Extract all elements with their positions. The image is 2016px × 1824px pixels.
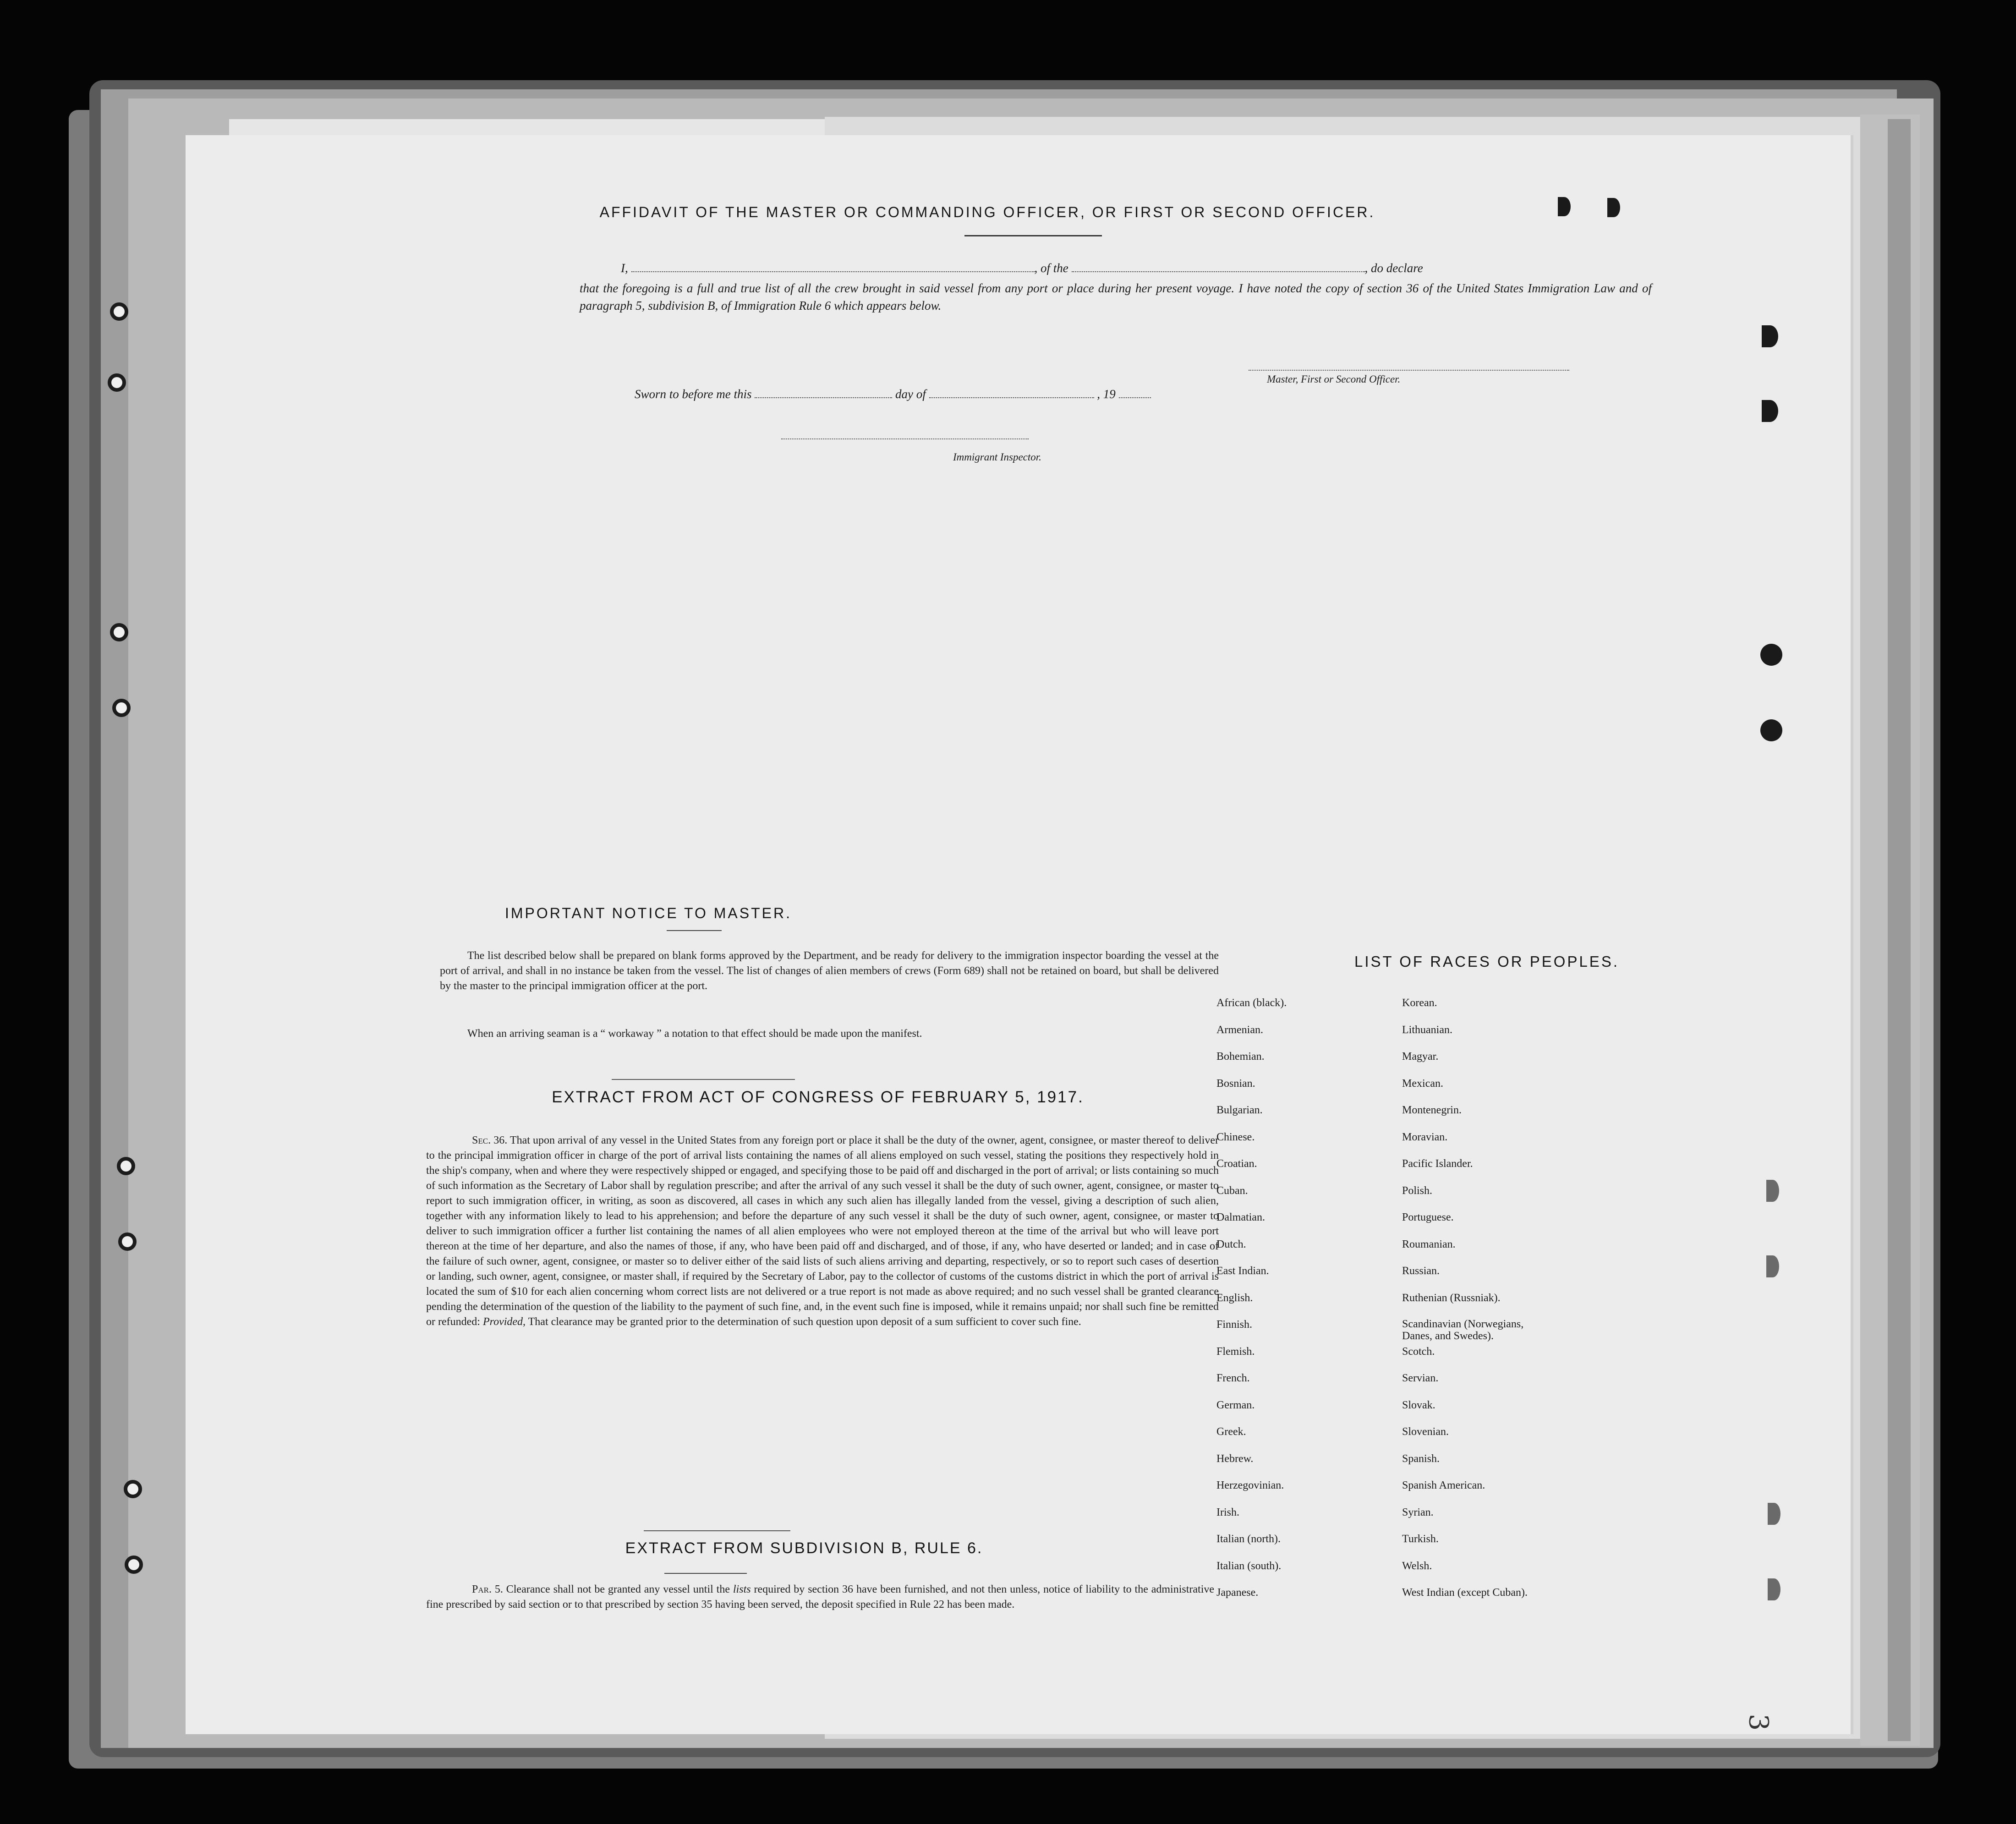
sworn-line [635, 387, 1151, 401]
punch-hole [124, 1480, 142, 1498]
extract-rule-body [426, 1582, 1214, 1612]
par-5-label: Par. 5. [472, 1583, 503, 1595]
punch-hole [108, 373, 126, 392]
race-item: Herzegovinian. [1216, 1479, 1284, 1491]
race-item: Slovak. [1402, 1399, 1435, 1411]
master-signature-label: Master, First or Second Officer. [1267, 373, 1401, 385]
punch-hole [117, 1157, 135, 1175]
sworn-day-of: day of [895, 387, 926, 401]
race-item: East Indian. [1216, 1265, 1269, 1277]
notice-paragraph-2: When an arriving seaman is a “ workaway ” a notation to that effect should be made upon the manifest. [467, 1028, 922, 1040]
race-item: Russian. [1402, 1265, 1440, 1277]
handwritten-page-mark: 3 [1743, 1714, 1775, 1731]
race-item: Spanish American. [1402, 1479, 1485, 1491]
race-item: Magyar. [1402, 1051, 1439, 1063]
race-item: Italian (north). [1216, 1533, 1281, 1545]
punch-hole [110, 623, 128, 641]
punch-hole [118, 1232, 137, 1251]
document-page [186, 135, 1853, 1734]
punch-hole [1760, 719, 1782, 741]
vessel-field-blank [1072, 271, 1365, 272]
race-item: Armenian. [1216, 1024, 1263, 1036]
race-item: Italian (south). [1216, 1560, 1282, 1572]
page-edge-strip-dark [1888, 119, 1911, 1741]
race-item: Scandinavian (Norwegians, Danes, and Swedes). [1402, 1318, 1524, 1342]
punch-hole [1762, 325, 1778, 347]
name-field-blank [631, 271, 1035, 272]
races-right-column [1402, 997, 1677, 1753]
punch-hole [1768, 1503, 1780, 1525]
race-item: Portuguese. [1402, 1211, 1454, 1223]
race-item: Croatian. [1216, 1158, 1257, 1170]
title-rule [964, 235, 1102, 236]
race-item: Turkish. [1402, 1533, 1439, 1545]
race-item: Chinese. [1216, 1131, 1255, 1143]
race-item: Mexican. [1402, 1077, 1443, 1090]
race-item: Cuban. [1216, 1184, 1248, 1197]
race-item: Flemish. [1216, 1345, 1255, 1358]
race-item: Lithuanian. [1402, 1024, 1452, 1036]
affidavit-i-label: I, [621, 261, 628, 275]
punch-hole [125, 1556, 143, 1574]
race-item: Korean. [1402, 997, 1437, 1009]
sec-36-text: That upon arrival of any vessel in the United States from any foreign port or place it shall be the duty of the owner, agent, consignee, or master thereof to deliver to the principal immigration officer in charge of the port of arrival lists containing the names of all aliens employed on such vessel, stating the positions they respectively hold in the ship's company, when and where they were respectively shipped or engaged, and specifying those to be paid off and discharged in the port of arrival; or lists containing so much of such information as the Secretary of Labor shall by regulation prescribe; and after the arrival of any such vessel it shall be the duty of such owner, agent, consignee, or master to report to such immigration officer, in writing, as soon as discovered, all cases in which any such alien has illegally landed from the vessel, giving a description of such alien, together with any information likely to lead to his apprehension; and before the departure of any such vessel it shall be the duty of such owner, agent, consignee, or master to deliver to such immigration officer a further list containing the names of all alien employees who were not employed thereon at the time of the arrival but who will leave port thereon at the time of her departure, and also the names of those, if any, who have been paid off and discharged, and of those, if any, who have deserted or landed; and in case of the failure of such owner, agent, consignee, or master so to deliver either of the said lists of such aliens arriving and departing, respectively, or so to report such cases of desertion or landing, such owner, agent, consignee, or master shall, if required by the Secretary of Labor, pay to the collector of customs of the customs district in which the port of arrival is located the sum of $10 for each alien concerning whom correct lists are not delivered or a true report is not made as above required; and no such vessel shall be granted clearance pending the determination of the question of the liability to the payment of such fine, and, in the event such fine is imposed, while it remains unpaid; nor shall such fine be remitted or refunded: [426, 1134, 1219, 1328]
race-item: African (black). [1216, 997, 1287, 1009]
race-item: Finnish. [1216, 1319, 1253, 1331]
races-left-column [1216, 997, 1391, 1753]
punch-hole [110, 302, 128, 321]
race-item: Scotch. [1402, 1345, 1435, 1358]
race-item: Dutch. [1216, 1238, 1246, 1250]
sec-36-label: Sec. 36. [472, 1134, 508, 1146]
notice-rule [667, 930, 722, 931]
par-5-text-a: Clearance shall not be granted any vessel until the [506, 1583, 730, 1595]
race-item: Hebrew. [1216, 1452, 1254, 1465]
punch-hole [1558, 197, 1571, 216]
race-item: West Indian (except Cuban). [1402, 1587, 1528, 1599]
sworn-date-blank [755, 397, 892, 398]
extract-act-title: EXTRACT FROM ACT OF CONGRESS OF FEBRUARY 5, 1917. [552, 1088, 1084, 1106]
provided-word: Provided, [482, 1316, 526, 1328]
race-item: Pacific Islander. [1402, 1158, 1473, 1170]
race-item: Montenegrin. [1402, 1104, 1462, 1116]
section-divider-2 [644, 1530, 790, 1531]
extract-rule-title: EXTRACT FROM SUBDIVISION B, RULE 6. [625, 1539, 983, 1557]
punch-hole [1760, 644, 1782, 666]
notice-title: IMPORTANT NOTICE TO MASTER. [505, 905, 792, 921]
punch-hole [1762, 400, 1778, 422]
race-item: Ruthenian (Russniak). [1402, 1292, 1501, 1304]
race-item: Irish. [1216, 1506, 1239, 1518]
sworn-label: Sworn to before me this [635, 387, 752, 401]
affidavit-title: AFFIDAVIT OF THE MASTER OR COMMANDING OFFICER, OR FIRST OR SECOND OFFICER. [599, 204, 1375, 220]
inspector-label: Immigrant Inspector. [953, 451, 1041, 463]
section-divider [612, 1079, 795, 1080]
race-item: Moravian. [1402, 1131, 1448, 1143]
races-title: LIST OF RACES OR PEOPLES. [1354, 953, 1620, 970]
race-item: Welsh. [1402, 1560, 1432, 1572]
punch-hole [1766, 1180, 1779, 1202]
race-item: Dalmatian. [1216, 1211, 1265, 1223]
punch-hole [112, 699, 131, 717]
race-item: Japanese. [1216, 1587, 1259, 1599]
race-item: Bulgarian. [1216, 1104, 1263, 1116]
race-item: French. [1216, 1372, 1250, 1384]
race-item: Roumanian. [1402, 1238, 1456, 1250]
sworn-year-blank [1119, 397, 1151, 398]
master-signature-line [1249, 370, 1569, 371]
race-item: German. [1216, 1399, 1255, 1411]
sworn-month-blank [929, 397, 1094, 398]
race-item: English. [1216, 1292, 1253, 1304]
affidavit-of-the: , of the [1034, 261, 1068, 275]
affidavit-declare: , do declare [1364, 261, 1423, 275]
sworn-year: , 19 [1097, 387, 1116, 401]
punch-hole [1766, 1255, 1779, 1277]
race-item: Bohemian. [1216, 1051, 1265, 1063]
punch-hole [1607, 198, 1620, 217]
extract-rule-underline [664, 1573, 747, 1574]
race-item: Greek. [1216, 1426, 1246, 1438]
sec-36-text-end: That clearance may be granted prior to the determination of such question upon deposit of a sum sufficient to cover such fine. [528, 1316, 1081, 1328]
affidavit-body: that the foregoing is a full and true list of all the crew brought in said vessel from any port or place during her present voyage. I have noted the copy of section 36 of the United States Immigration Law and of paragraph 5, subdivision B, of Immigration Rule 6 which appears below. [580, 281, 1652, 312]
punch-hole [1768, 1578, 1780, 1600]
race-item: Bosnian. [1216, 1077, 1255, 1090]
race-item: Slovenian. [1402, 1426, 1449, 1438]
par-5-text-b: required by section 36 have been furnished, and not then unless, notice of liability to the administrative fine prescribed by said section or to that prescribed by section 35 having been served, the deposit specified in Rule 22 has been made. [426, 1583, 1215, 1610]
race-item: Syrian. [1402, 1506, 1434, 1518]
race-item: Servian. [1402, 1372, 1439, 1384]
race-item: Polish. [1402, 1184, 1433, 1197]
affidavit-line1 [621, 261, 1423, 275]
notice-paragraph-1: The list described below shall be prepared on blank forms approved by the Department, and be ready for delivery to the immigration inspector boarding the vessel at the port of arrival, and shall in no instance be taken from the vessel. The list of changes of alien members of crews (Form 689) shall not be retained on board, but shall be delivered by the master to the principal immigration officer at the port. [440, 950, 1219, 992]
extract-act-body [426, 1133, 1219, 1330]
lists-word: lists [733, 1583, 751, 1595]
race-item: Spanish. [1402, 1452, 1440, 1465]
inspector-signature-line [781, 438, 1029, 439]
